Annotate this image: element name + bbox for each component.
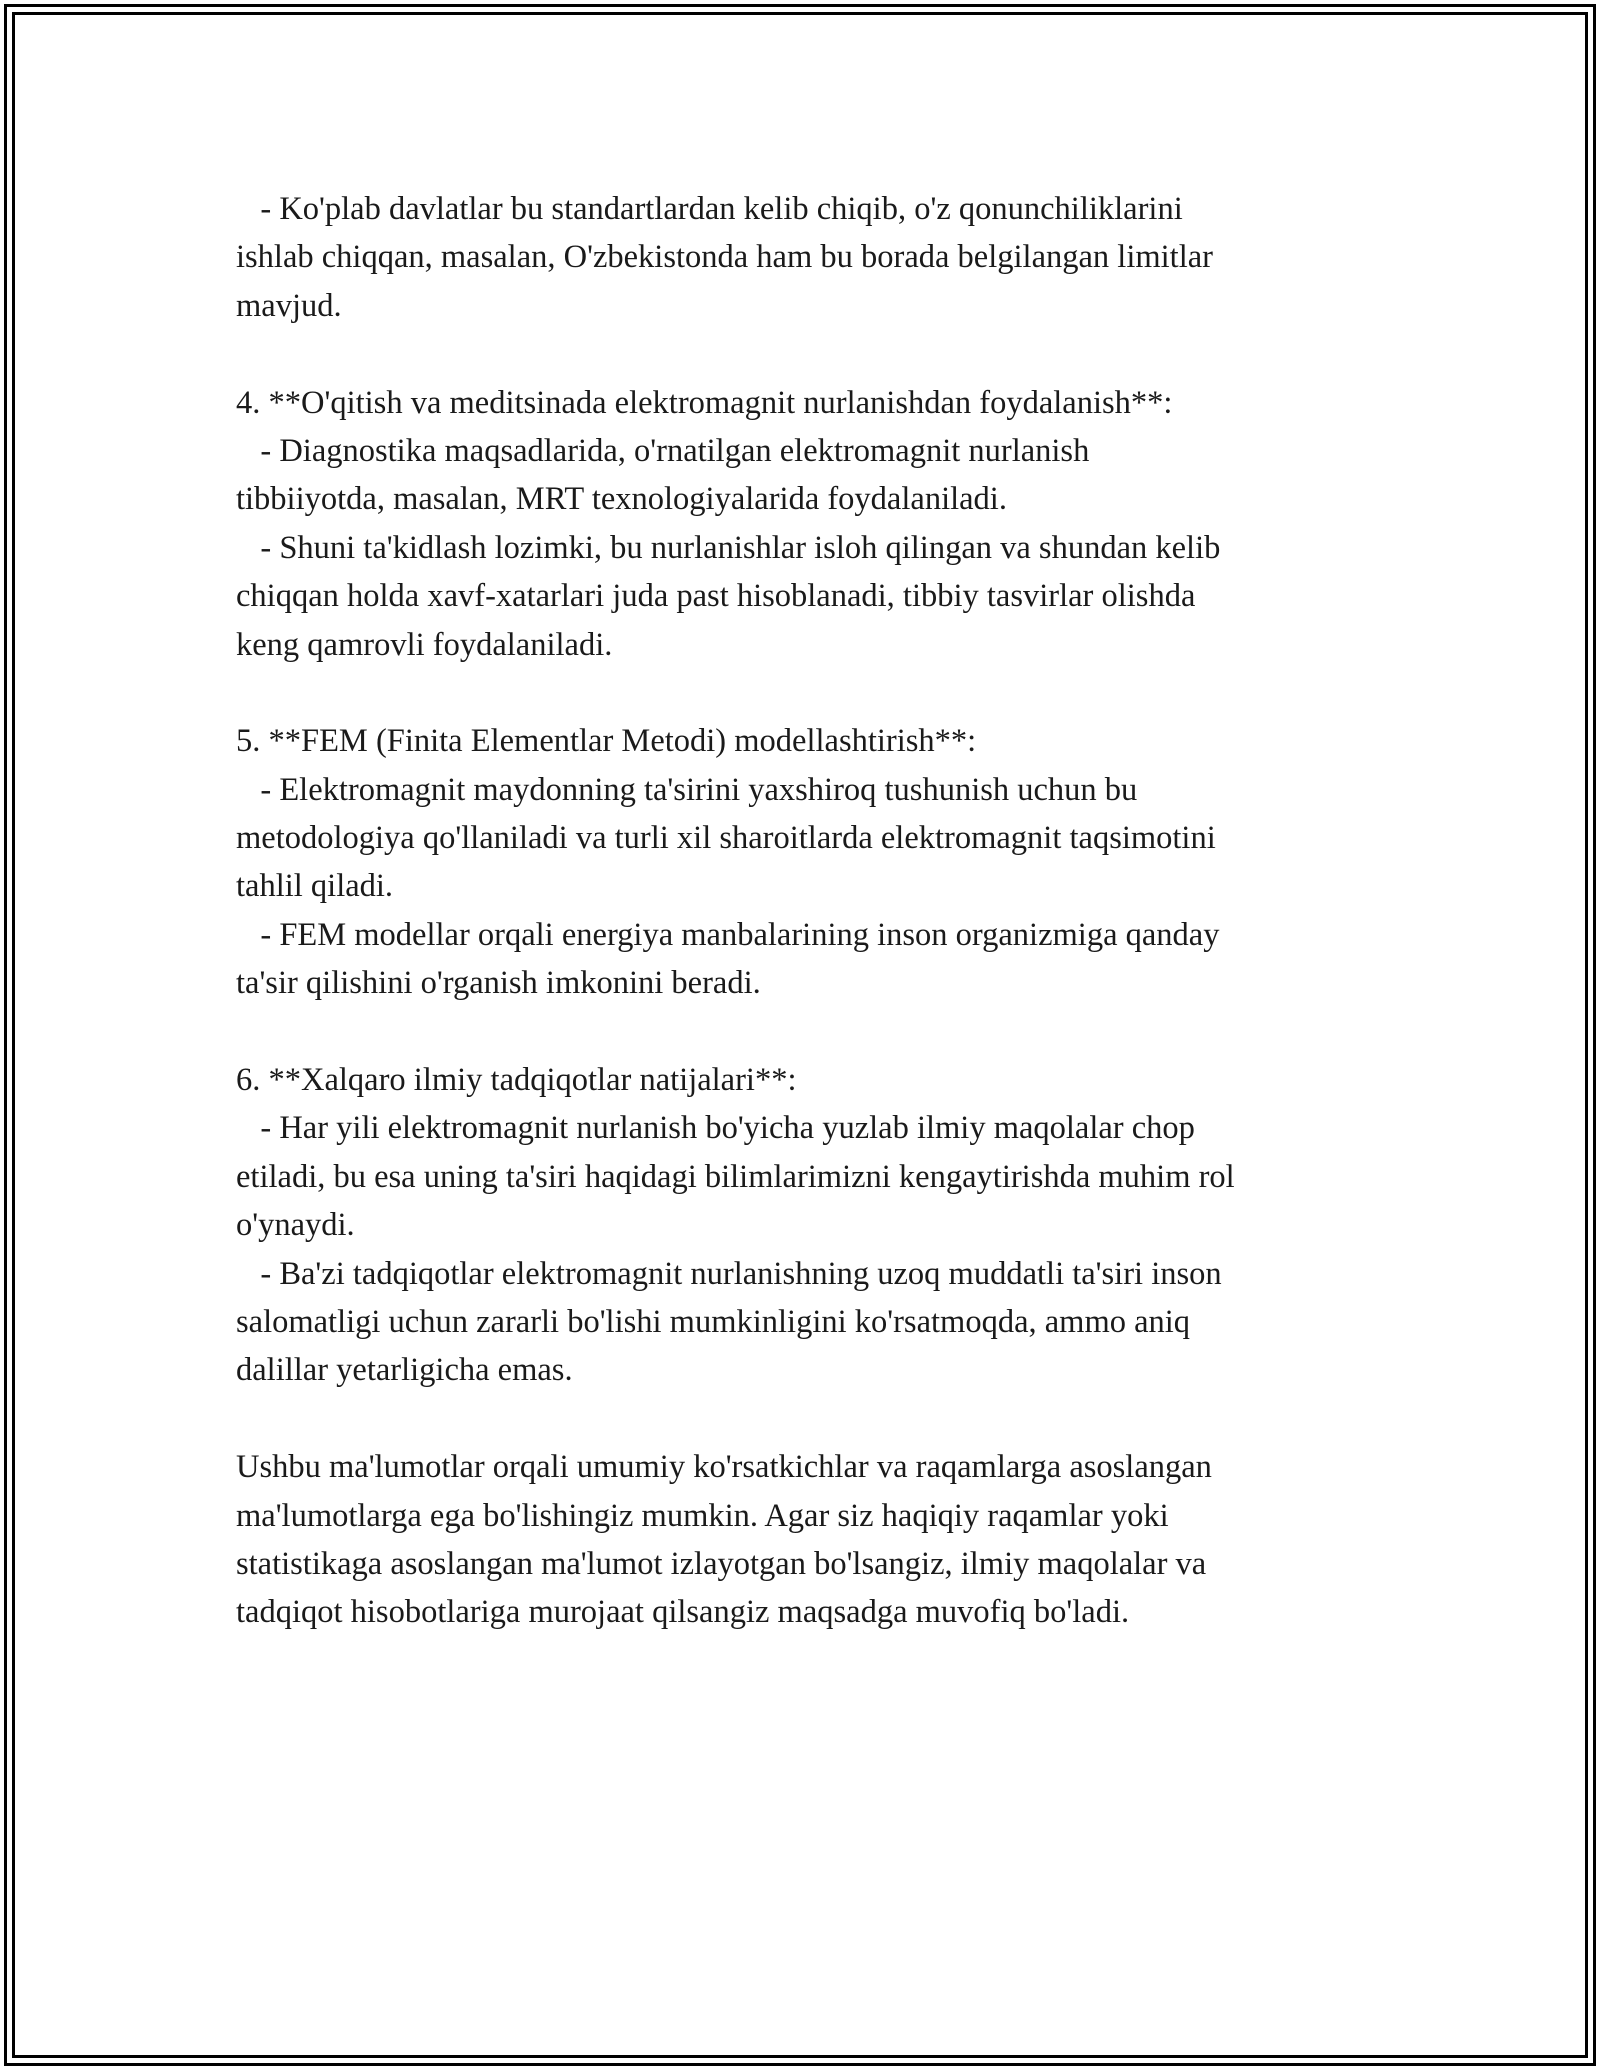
text-line: - Diagnostika maqsadlarida, o'rnatilgan elektromagnit nurlanish — [236, 432, 1090, 469]
text-line: salomatligi uchun zararli bo'lishi mumkinligini ko'rsatmoqda, ammo aniq — [236, 1303, 1191, 1340]
text-line: - Elektromagnit maydonning ta'sirini yaxshiroq tushunish uchun bu — [236, 771, 1138, 808]
text-line: keng qamrovli foydalaniladi. — [236, 626, 613, 663]
text-line: - Shuni ta'kidlash lozimki, bu nurlanishlar isloh qilingan va shundan kelib — [236, 529, 1221, 566]
text-line: chiqqan holda xavf-xatarlari juda past hisoblanadi, tibbiy tasvirlar olishda — [236, 578, 1196, 615]
text-line: etiladi, bu esa uning ta'siri haqidagi bilimlarimizni kengaytirishda muhim rol — [236, 1158, 1235, 1195]
text-line: - Ba'zi tadqiqotlar elektromagnit nurlanishning uzoq muddatli ta'siri inson — [236, 1255, 1222, 1292]
text-line: mavjud. — [236, 287, 342, 324]
document-body — [236, 185, 1386, 1637]
conclusion-line: statistikaga asoslangan ma'lumot izlayotgan bo'lsangiz, ilmiy maqolalar va — [236, 1545, 1207, 1582]
text-line: dalillar yetarligicha emas. — [236, 1352, 573, 1389]
text-line: tahlil qiladi. — [236, 868, 394, 905]
text-line: ta'sir qilishini o'rganish imkonini beradi. — [236, 965, 761, 1002]
text-line: - FEM modellar orqali energiya manbalarining inson organizmiga qanday — [236, 916, 1220, 953]
text-line: o'ynaydi. — [236, 1207, 355, 1244]
text-line: - Ko'plab davlatlar bu standartlardan kelib chiqib, o'z qonunchiliklarini — [236, 191, 1183, 227]
section-heading-4: 4. **O'qitish va meditsinada elektromagnit nurlanishdan foydalanish**: — [236, 384, 1173, 421]
blank-line — [236, 669, 1386, 717]
conclusion-line: ma'lumotlarga ega bo'lishingiz mumkin. Agar siz haqiqiy raqamlar yoki — [236, 1497, 1169, 1534]
text-line: metodologiya qo'llaniladi va turli xil sharoitlarda elektromagnit taqsimotini — [236, 820, 1216, 857]
section-heading-5: 5. **FEM (Finita Elementlar Metodi) modellashtirish**: — [236, 723, 977, 760]
blank-line — [236, 1008, 1386, 1056]
text-line: ishlab chiqqan, masalan, O'zbekistonda ham bu borada belgilangan limitlar — [236, 239, 1213, 276]
text-line: - Har yili elektromagnit nurlanish bo'yicha yuzlab ilmiy maqolalar chop — [236, 1110, 1195, 1147]
blank-line — [236, 330, 1386, 378]
blank-line — [236, 1395, 1386, 1443]
text-line: tibbiiyotda, masalan, MRT texnologiyalarida foydalaniladi. — [236, 481, 1007, 518]
section-heading-6: 6. **Xalqaro ilmiy tadqiqotlar natijalari**: — [236, 1062, 797, 1099]
conclusion-line: tadqiqot hisobotlariga murojaat qilsangiz maqsadga muvofiq bo'ladi. — [236, 1594, 1130, 1631]
conclusion-line: Ushbu ma'lumotlar orqali umumiy ko'rsatkichlar va raqamlarga asoslangan — [236, 1449, 1212, 1486]
